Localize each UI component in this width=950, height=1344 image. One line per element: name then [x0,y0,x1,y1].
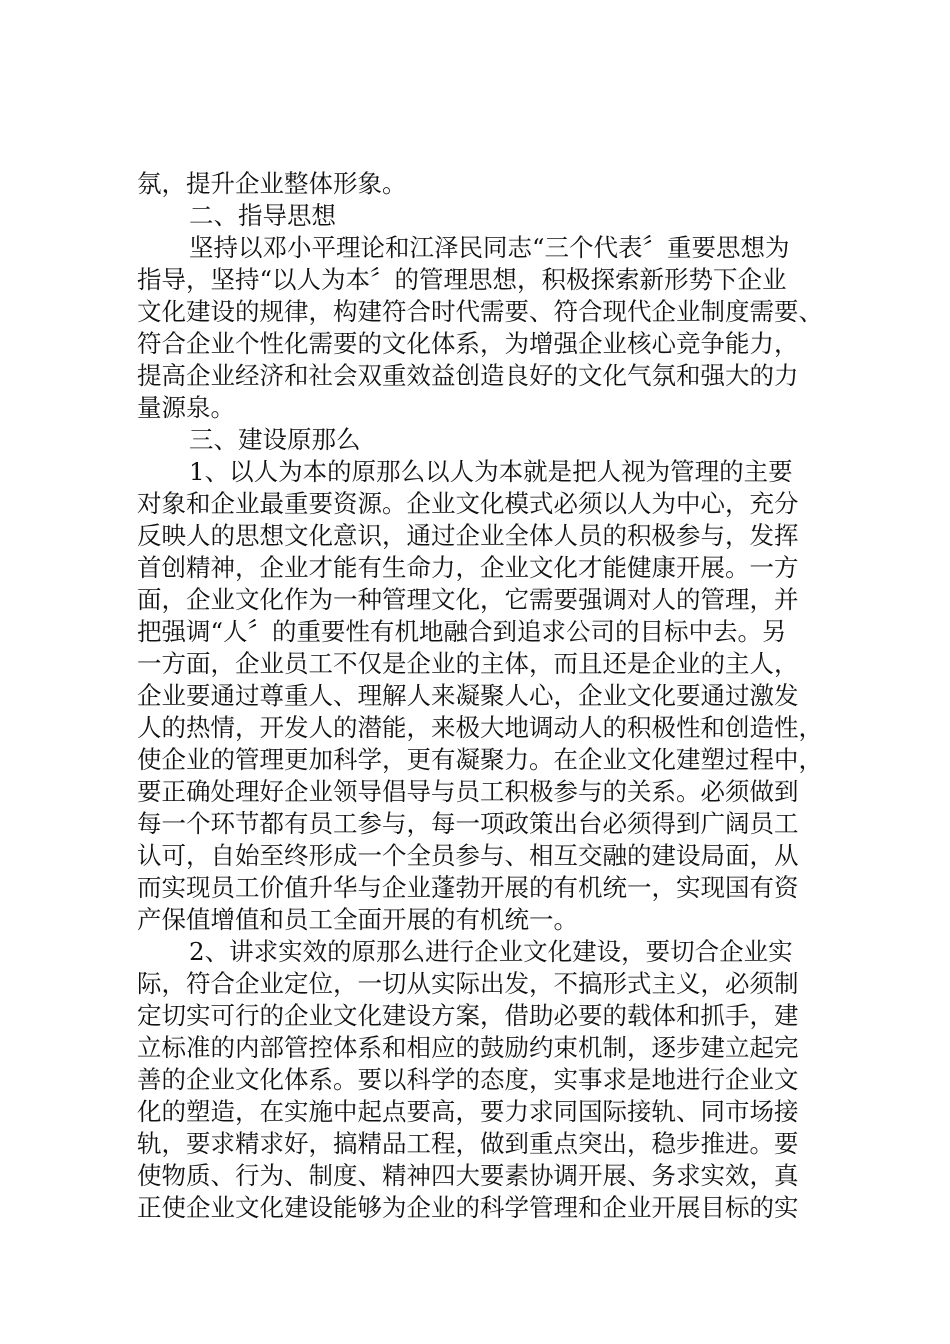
text-line: 轨，要求精求好，搞精品工程，做到重点突出，稳步推进。要 [137,1129,799,1158]
text-line: 企业要通过尊重人、理解人来凝聚人心，企业文化要通过激发 [137,681,799,710]
text-line: 文化建设的规律，构建符合时代需要、符合现代企业制度需要、 [137,297,823,326]
text-line: 面，企业文化作为一种管理文化，它需要强调对人的管理，并 [137,585,799,614]
text-line: 一方面，企业员工不仅是企业的主体，而且还是企业的主人， [137,649,799,678]
text-line: 产保值增值和员工全面开展的有机统一。 [137,905,578,934]
text-line: 每一个环节都有员工参与，每一项政策出台必须得到广阔员工 [137,809,799,838]
text-line: 2、讲求实效的原那么进行企业文化建设，要切合企业实 [189,937,793,966]
text-line: 指导，坚持“以人为本〞的管理思想，积极探索新形势下企业 [137,265,787,294]
text-line: 正使企业文化建设能够为企业的科学管理和企业开展目标的实 [137,1193,799,1222]
text-line: 符合企业个性化需要的文化体系，为增强企业核心竞争能力， [137,329,799,358]
document-body [137,168,857,1224]
text-line: 善的企业文化体系。要以科学的态度，实事求是地进行企业文 [137,1065,799,1094]
text-line: 首创精神，企业才能有生命力，企业文化才能健康开展。一方 [137,553,799,582]
text-line: 使企业的管理更加科学，更有凝聚力。在企业文化建塑过程中， [137,745,823,774]
text-line: 反映人的思想文化意识，通过企业全体人员的积极参与，发挥 [137,521,799,550]
text-line: 使物质、行为、制度、精神四大要素协调开展、务求实效，真 [137,1161,799,1190]
text-line: 要正确处理好企业领导倡导与员工积极参与的关系。必须做到 [137,777,799,806]
text-line: 化的塑造，在实施中起点要高，要力求同国际接轨、同市场接 [137,1097,799,1126]
text-line: 际，符合企业定位，一切从实际出发，不搞形式主义，必须制 [137,969,799,998]
text-line: 坚持以邓小平理论和江泽民同志“三个代表〞重要思想为 [189,233,790,262]
section-heading-guiding-ideology: 二、指导思想 [189,201,336,230]
text-line: 量源泉。 [137,393,235,422]
text-line: 对象和企业最重要资源。企业文化模式必须以人为中心，充分 [137,489,799,518]
section-heading-principles: 三、建设原那么 [189,425,361,454]
text-line: 提高企业经济和社会双重效益创造良好的文化气氛和强大的力 [137,361,799,390]
text-line: 立标准的内部管控体系和相应的鼓励约束机制，逐步建立起完 [137,1033,799,1062]
text-line: 1、以人为本的原那么以人为本就是把人视为管理的主要 [189,457,793,486]
text-line: 人的热情，开发人的潜能，来极大地调动人的积极性和创造性， [137,713,823,742]
text-line: 定切实可行的企业文化建设方案，借助必要的载体和抓手，建 [137,1001,799,1030]
text-line: 把强调“人〞的重要性有机地融合到追求公司的目标中去。另 [137,617,787,646]
text-line: 认可，自始至终形成一个全员参与、相互交融的建设局面，从 [137,841,799,870]
text-line: 而实现员工价值升华与企业蓬勃开展的有机统一，实现国有资 [137,873,799,902]
text-line: 氛，提升企业整体形象。 [137,169,407,198]
